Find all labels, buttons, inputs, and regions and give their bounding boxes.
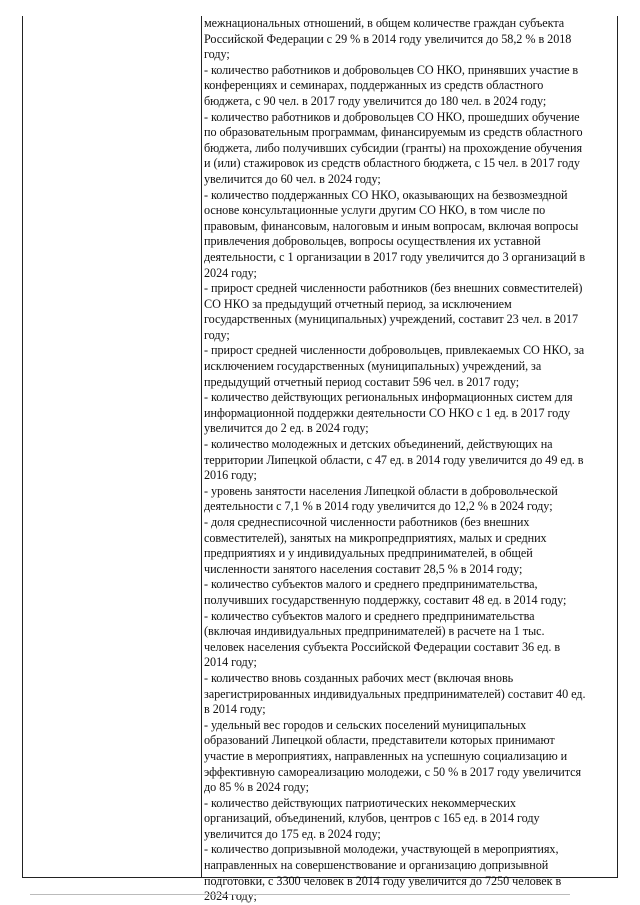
table-content-cell xyxy=(204,16,614,904)
text-line: до 85 % в 2024 году; xyxy=(204,780,309,795)
text-line: бюджета, либо получивших субсидии (гранты) на прохождение обучения xyxy=(204,140,583,155)
text-line: предприятиях и у индивидуальных предпринимателей, в общей xyxy=(204,546,533,561)
page-bottom-rule xyxy=(30,894,570,895)
text-line: увеличится до 60 чел. в 2024 году; xyxy=(204,171,381,186)
text-line: - количество допризывной молодежи, участвующей в мероприятиях, xyxy=(204,842,559,857)
text-line: основе консультационные услуги другим СО НКО, в том числе по xyxy=(204,203,546,218)
text-line: СО НКО за предыдущий отчетный период, за исключением xyxy=(204,296,512,311)
text-line: - количество работников и добровольцев СО НКО, прошедших обучение xyxy=(204,109,580,124)
text-line: - количество поддержанных СО НКО, оказывающих на безвозмездной xyxy=(204,187,568,202)
text-line: 2024 году; xyxy=(204,889,257,904)
text-line: правовым, финансовым, налоговым и иным вопросам, включая вопросы xyxy=(204,218,579,233)
text-line: территории Липецкой области, с 47 ед. в 2014 году увеличится до 49 ед. в xyxy=(204,452,584,467)
text-line: человек населения субъекта Российской Федерации составит 36 ед. в xyxy=(204,639,561,654)
text-line: численности занятого населения составит 28,5 % в 2014 году; xyxy=(204,561,523,576)
text-line: - удельный вес городов и сельских поселений муниципальных xyxy=(204,717,527,732)
text-line: увеличится до 175 ед. в 2024 году; xyxy=(204,826,381,841)
text-line: получивших государственную поддержку, составит 48 ед. в 2014 году; xyxy=(204,592,567,607)
text-line: межнациональных отношений, в общем количестве граждан субъекта xyxy=(204,16,565,30)
text-line: - уровень занятости населения Липецкой области в добровольческой xyxy=(204,483,558,498)
text-line: 2024 году; xyxy=(204,265,257,280)
text-line: - доля среднесписочной численности работников (без внешних xyxy=(204,515,530,529)
text-line: - количество вновь созданных рабочих мест (включая вновь xyxy=(204,670,514,685)
text-line: исключением государственных (муниципальных) учреждений, за xyxy=(204,359,542,374)
text-line: - количество молодежных и детских объединений, действующих на xyxy=(204,437,553,452)
text-line: Российской Федерации с 29 % в 2014 году увеличится до 58,2 % в 2018 xyxy=(204,31,572,46)
text-line: информационной поддержки деятельности СО НКО с 1 ед. в 2017 году xyxy=(204,405,571,420)
text-line: по образовательным программам, финансируемым из средств областного xyxy=(204,125,583,140)
text-line: государственных (муниципальных) учреждений, составит 23 чел. в 2017 xyxy=(204,312,579,327)
text-line: - количество работников и добровольцев СО НКО, принявших участие в xyxy=(204,62,579,77)
text-line: 2014 году; xyxy=(204,655,257,670)
text-line: эффективную самореализацию молодежи, с 50 % в 2017 году увеличится xyxy=(204,764,582,779)
text-line: - прирост средней численности работников (без внешних совместителей) xyxy=(204,281,583,296)
text-line: совместителей), занятых на микропредприятиях, малых и средних xyxy=(204,530,547,545)
text-line: и (или) стажировок из средств областного бюджета, с 15 чел. в 2017 году xyxy=(204,156,580,171)
text-line: - прирост средней численности добровольцев, привлекаемых СО НКО, за xyxy=(204,343,585,358)
text-line: 2016 году; xyxy=(204,468,257,483)
text-line: подготовки, с 3300 человек в 2014 году увеличится до 7250 человек в xyxy=(204,873,562,888)
text-line: (включая индивидуальных предпринимателей) в расчете на 1 тыс. xyxy=(204,624,545,639)
text-line: году; xyxy=(204,47,230,62)
table-column-divider xyxy=(201,16,202,878)
text-line: увеличится до 2 ед. в 2024 году; xyxy=(204,421,369,436)
text-line: образований Липецкой области, представители которых принимают xyxy=(204,733,555,748)
text-line: бюджета, с 90 чел. в 2017 году увеличится до 180 чел. в 2024 году; xyxy=(204,93,547,108)
text-line: - количество субъектов малого и среднего предпринимательства, xyxy=(204,577,538,592)
text-line: зарегистрированных индивидуальных предпринимателей) составит 40 ед. xyxy=(204,686,586,701)
text-line: - количество действующих региональных информационных систем для xyxy=(204,390,573,405)
text-line: в 2014 году; xyxy=(204,702,266,717)
text-line: - количество субъектов малого и среднего предпринимательства xyxy=(204,608,535,623)
text-line: деятельности, с 1 организации в 2017 году увеличится до 3 организаций в xyxy=(204,249,586,264)
text-line: участие в мероприятиях, направленных на успешную социализацию и xyxy=(204,748,568,763)
text-line: организаций, объединений, клубов, центров с 165 ед. в 2014 году xyxy=(204,811,540,826)
text-line: деятельности с 7,1 % в 2014 году увеличится до 12,2 % в 2024 году; xyxy=(204,499,553,514)
text-line: конференциях и семинарах, поддержанных из средств областного xyxy=(204,78,544,93)
text-line: направленных на совершенствование и организацию допризывной xyxy=(204,858,549,873)
text-line: году; xyxy=(204,327,230,342)
text-line: - количество действующих патриотических некоммерческих xyxy=(204,795,516,810)
text-line: предыдущий отчетный период составит 596 чел. в 2017 году; xyxy=(204,374,520,389)
text-line: привлечения добровольцев, вопросы осуществления их уставной xyxy=(204,234,541,249)
